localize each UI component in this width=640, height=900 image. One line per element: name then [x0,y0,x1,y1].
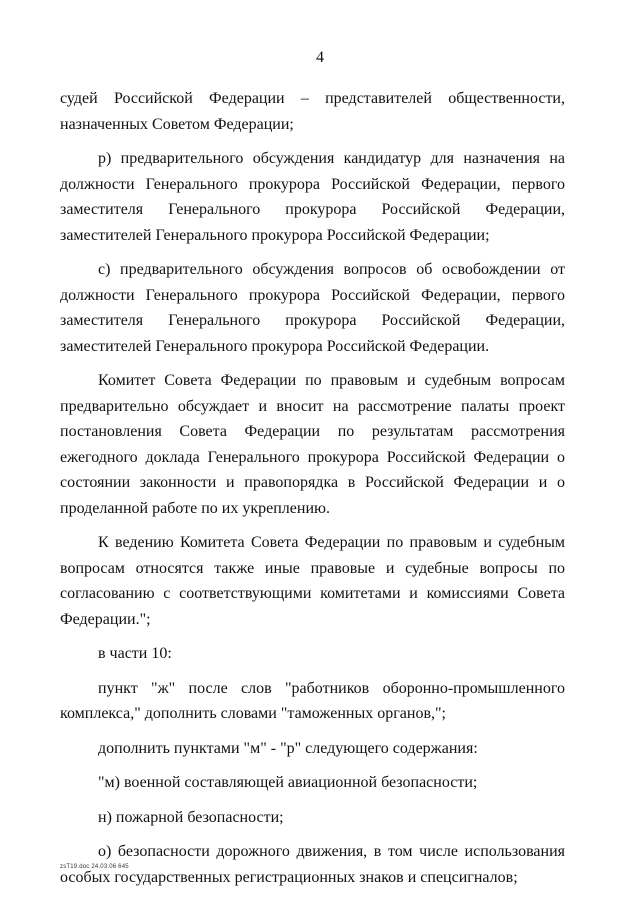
paragraph-11: о) безопасности дорожного движения, в том числе использования особых государственных регистрационных знаков и спецсигналов; [60,843,565,886]
paragraph-3: с) предварительного обсуждения вопросов об освобождении от должности Генерального прокурора Российской Федерации, первого заместителя Генерального прокурора Российской Федерации, заместителей Генерального прокурора Российской Федерации. [60,261,565,355]
paragraph-7: пункт "ж" после слов "работников оборонно-промышленного комплекса," дополнить словами "таможенных органов,"; [60,679,565,722]
paragraph-6: в части 10: [98,645,172,662]
page-number: 4 [316,49,324,66]
paragraph-5: К ведению Комитета Совета Федерации по правовым и судебным вопросам относятся также иные правовые и судебные вопросы по согласованию с соответствующими комитетами и комиссиями Совета Федерации."; [60,534,565,628]
paragraph-10: н) пожарной безопасности; [98,808,284,826]
paragraph-1: судей Российской Федерации – представителей общественности, назначенных Советом Федерации; [60,90,565,133]
paragraph-4: Комитет Совета Федерации по правовым и судебным вопросам предварительно обсуждает и вносит на рассмотрение палаты проект постановления Совета Федерации по результатам рассмотрения ежегодного доклада Генерального прокурора Российской Федерации о состоянии законности и правопорядка в Российской Федерации и о проделанной работе по их укреплению. [60,372,565,517]
paragraph-9: "м) военной составляющей авиационной безопасности; [98,774,478,791]
paragraph-2: р) предварительного обсуждения кандидатур для назначения на должности Генерального прокурора Российской Федерации, первого заместителя Генерального прокурора Российской Федерации, заместителей Генерального прокурора Российской Федерации; [60,150,565,244]
document-body [60,86,565,890]
file-footer: zsT19.doc 24.03.06 645 [60,864,129,870]
paragraph-8: дополнить пунктами "м" - "р" следующего содержания: [98,739,478,757]
